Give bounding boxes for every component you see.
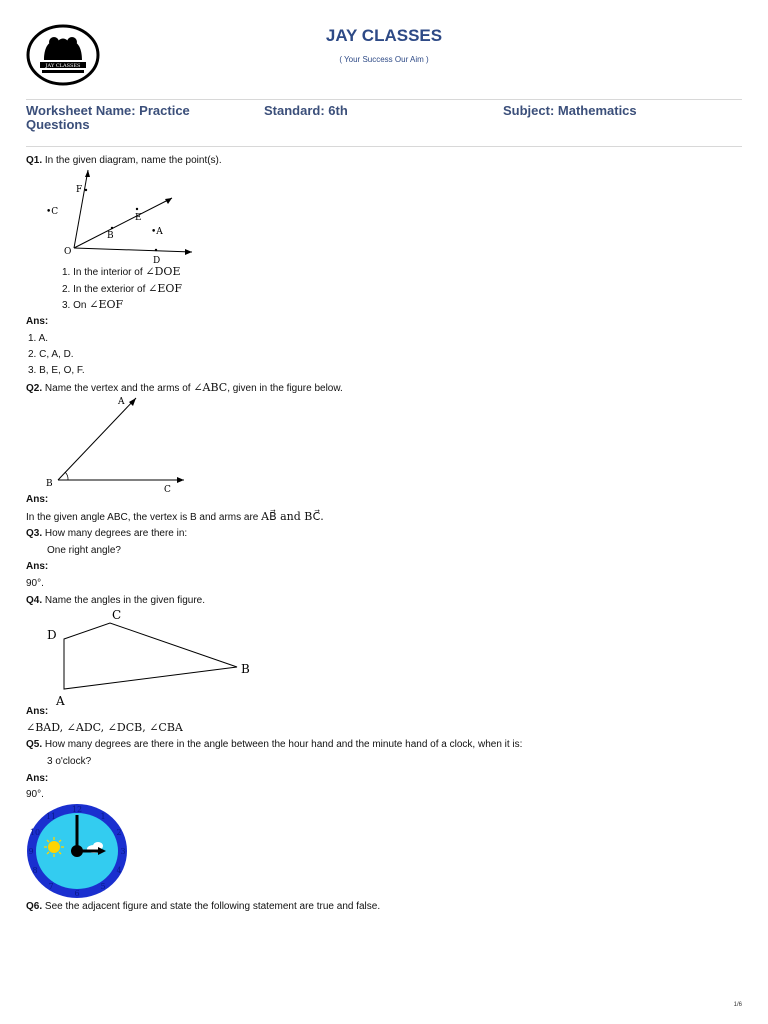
q4-ans-label: Ans: [26, 706, 49, 717]
question-4: Q4. Name the angles in the given figure. [26, 595, 206, 606]
svg-text:5: 5 [100, 882, 106, 891]
question-1 [26, 155, 222, 167]
q4-answer: ∠BAD, ∠ADC, ∠DCB, ∠CBA [26, 721, 183, 734]
q1-figure [44, 168, 204, 269]
q1-answer-3: 3. B, E, O, F. [28, 365, 85, 376]
svg-text:9: 9 [28, 847, 34, 856]
svg-text:3: 3 [120, 847, 126, 856]
question-3: Q3. How many degrees are there in: [26, 528, 188, 539]
label-d: D [47, 628, 57, 642]
page-number: 1/6 [733, 1002, 742, 1008]
svg-text:12: 12 [71, 805, 83, 814]
svg-text:7: 7 [48, 882, 54, 891]
svg-text:8: 8 [32, 866, 38, 875]
worksheet-name: Worksheet Name: Practice Questions [26, 103, 190, 132]
svg-text:10: 10 [29, 828, 41, 837]
subject-label: Subject: Mathematics [503, 103, 637, 118]
logo-text: JAY CLASSES [45, 63, 81, 69]
q1-answer-1: 1. A. [28, 333, 49, 344]
q4-figure [44, 607, 256, 712]
svg-text:2: 2 [116, 828, 122, 837]
q5-ans-label: Ans: [26, 773, 49, 784]
q3-ans-label: Ans: [26, 561, 49, 572]
divider-bottom [26, 146, 742, 147]
label-a: •A [151, 227, 163, 237]
sun-icon [44, 837, 64, 857]
q5-answer: 90°. [26, 789, 44, 800]
label-a: A [56, 694, 65, 707]
svg-text:11: 11 [45, 812, 57, 821]
label-o: O [64, 247, 72, 257]
label-c: C [164, 485, 171, 495]
q2-figure [44, 394, 194, 501]
question-number: Q1. [26, 155, 43, 166]
standard-label: Standard: 6th [264, 103, 348, 118]
q1-ans-label: Ans: [26, 316, 49, 327]
page-title: JAY CLASSES [325, 26, 443, 45]
label-c: C [112, 608, 122, 622]
question-5: Q5. How many degrees are there in the angle between the hour hand and the minute hand of a clock, when it is: [26, 739, 523, 750]
label-b: B [46, 479, 53, 489]
svg-text:1: 1 [100, 812, 106, 821]
label-c: •C [46, 207, 59, 217]
svg-text:6: 6 [74, 889, 80, 898]
q1-item-2: 2. In the exterior of ∠EOF [62, 282, 183, 295]
clock-figure [26, 803, 128, 904]
label-e: E [135, 213, 142, 223]
q3-sub: One right angle? [47, 545, 121, 556]
q3-answer: 90°. [26, 578, 44, 589]
tagline: ( Your Success Our Aim ) [339, 55, 429, 64]
q2-ans-label: Ans: [26, 494, 49, 505]
q1-item-3: 3. On ∠EOF [62, 298, 124, 311]
divider-top [26, 99, 742, 100]
q5-sub: 3 o'clock? [47, 756, 92, 767]
question-6: Q6. See the adjacent figure and state the following statement are true and false. [26, 901, 381, 912]
question-text: In the given diagram, name the point(s). [44, 155, 222, 166]
question-2: Q2. Name the vertex and the arms of ∠ABC, given in the figure below. [26, 381, 343, 394]
label-b: B [241, 662, 250, 676]
q1-answer-2: 2. C, A, D. [28, 349, 74, 360]
svg-text:4: 4 [116, 866, 122, 875]
label-d: D [153, 256, 161, 264]
label-f: F [76, 185, 83, 195]
label-a: A [118, 397, 125, 407]
q1-item-1: 1. In the interior of ∠DOE [62, 265, 181, 278]
q2-answer: In the given angle ABC, the vertex is B and arms are AB⃗ and BC⃗. [26, 510, 324, 523]
label-b: B [107, 231, 114, 241]
